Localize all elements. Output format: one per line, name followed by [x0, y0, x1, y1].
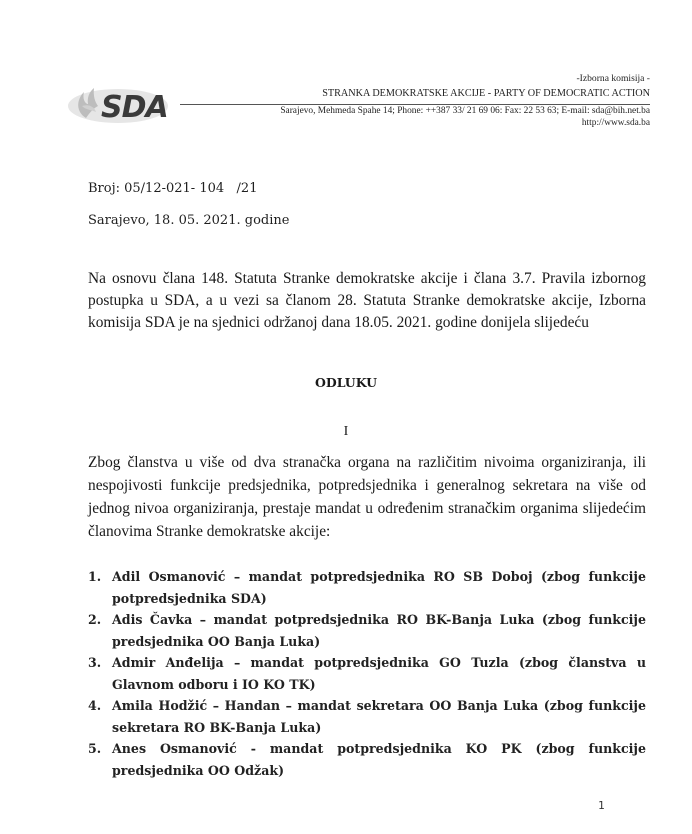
header-rule: [180, 104, 650, 105]
members-list: [88, 566, 646, 781]
list-item-text: Adis Čavka – mandat potpredsjednika RO BK-Banja Luka (zbog funkcije predsjednika OO Banja Luka): [112, 612, 646, 649]
list-item-number: 5.: [88, 741, 102, 756]
logo-text: SDA: [101, 90, 168, 124]
list-item: [88, 566, 646, 609]
list-item: [88, 609, 646, 652]
sda-logo: [68, 82, 178, 124]
list-item-number: 4.: [88, 698, 102, 713]
fleur-de-lis-icon: [68, 82, 178, 124]
list-item-text: Anes Osmanović - mandat potpredsjednika KO PK (zbog funkcije predsjednika OO Odžak): [112, 741, 646, 778]
document-date: Sarajevo, 18. 05. 2021. godine: [88, 213, 290, 228]
commission-label: -Izborna komisija -: [576, 73, 650, 84]
decision-title: ODLUKU: [314, 375, 378, 390]
list-item: [88, 738, 646, 781]
party-website[interactable]: http://www.sda.ba: [581, 118, 650, 128]
list-item-text: Amila Hodžić – Handan – mandat sekretara OO Banja Luka (zbog funkcije sekretara RO BK-Banja Luka): [112, 698, 646, 735]
list-item-text: Adil Osmanović – mandat potpredsjednika RO SB Doboj (zbog funkcije potpredsjednika SDA): [112, 569, 646, 606]
section-number: I: [343, 424, 349, 439]
document-number: Broj: 05/12-021- 104 /21: [88, 181, 258, 196]
list-item-number: 2.: [88, 612, 102, 627]
list-item-number: 3.: [88, 655, 102, 670]
list-item: [88, 652, 646, 695]
decision-paragraph: Zbog članstva u više od dva stranačka organa na različitim nivoima organiziranja, ili nespojivosti funkcije predsjednika, potpredsjednika i generalnog sekretara na više od jednog nivoa organiziranja, prestaje mandat u određenim stranačkim organima slijedećim članovima Stranke demokratske akcije:: [88, 454, 646, 540]
intro-paragraph: Na osnovu člana 148. Statuta Stranke demokratske akcije i člana 3.7. Pravila izbornog postupka u SDA, a u vezi sa članom 28. Statuta Stranke demokratske akcije, Izborna komisija SDA je na sjednici održanoj dana 18.05. 2021. godine donijela slijedeću: [88, 270, 646, 331]
list-item-text: Admir Anđelija – mandat potpredsjednika GO Tuzla (zbog članstva u Glavnom odboru i IO KO TK): [112, 655, 646, 692]
party-name: STRANKA DEMOKRATSKE AKCIJE - PARTY OF DEMOCRATIC ACTION: [322, 88, 650, 99]
party-address: Sarajevo, Mehmeda Spahe 14; Phone: ++387 33/ 21 69 06: Fax: 22 53 63; E-mail: sda@bih.net.ba: [280, 106, 650, 116]
list-item: [88, 695, 646, 738]
page-number: 1: [598, 799, 605, 812]
list-item-number: 1.: [88, 569, 102, 584]
